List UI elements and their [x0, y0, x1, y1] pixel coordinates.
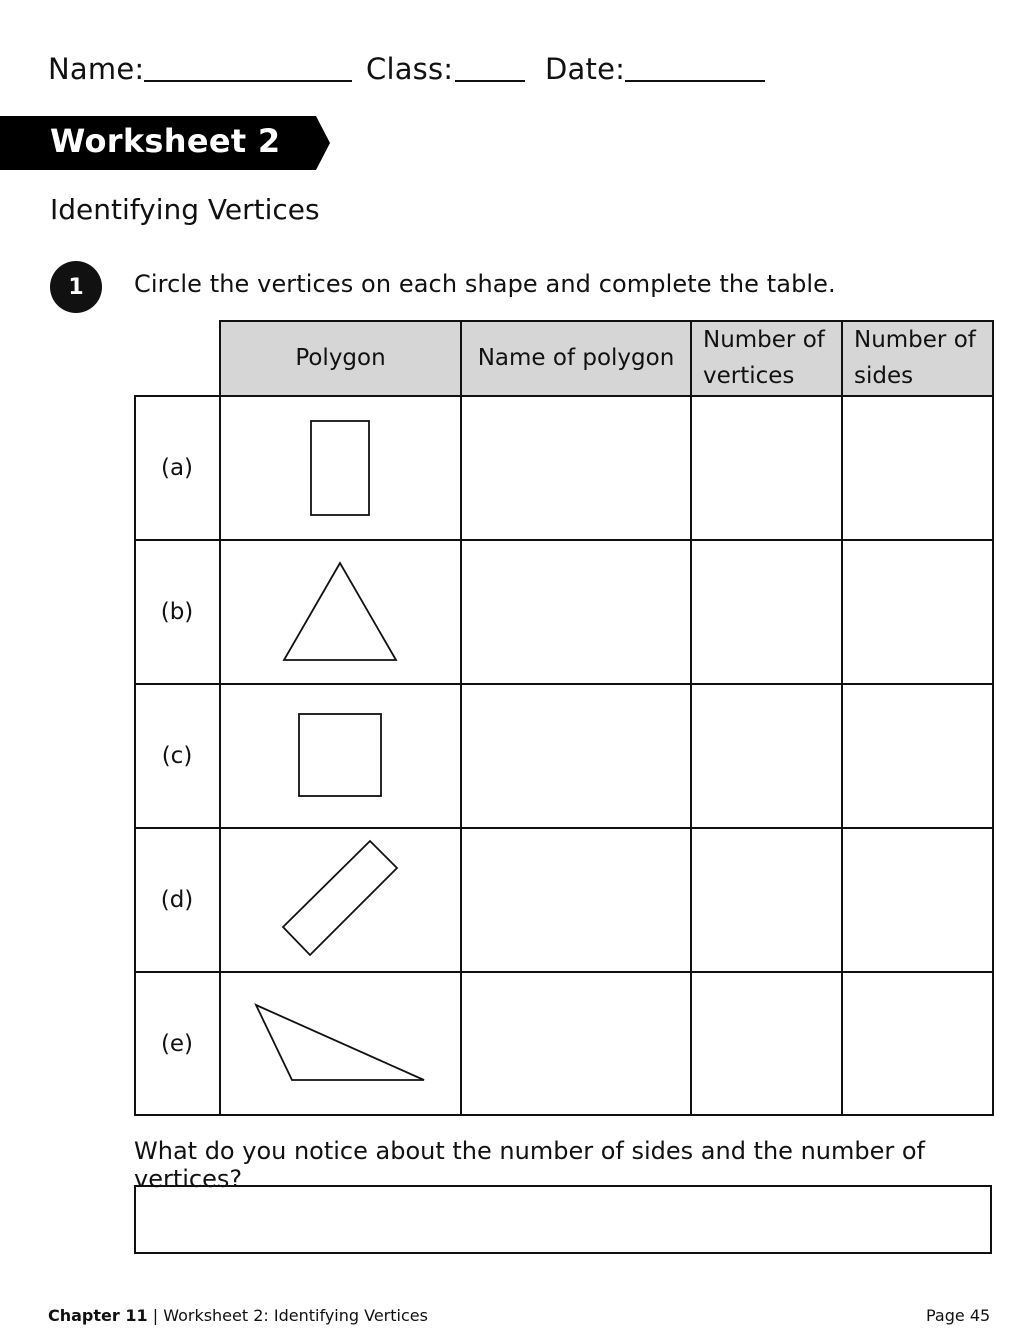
class-field[interactable] [455, 80, 525, 82]
row-label-e: (e) [160, 1031, 194, 1057]
followup-answer-box[interactable] [134, 1185, 992, 1254]
header-vertices-line2: vertices [703, 363, 795, 389]
date-label: Date: [545, 52, 626, 86]
row-label-a: (a) [160, 455, 194, 481]
footer-chapter: Chapter 11 [48, 1306, 148, 1325]
square-shape [299, 714, 381, 796]
header-vertices-line1: Number of [703, 327, 825, 353]
polygon-table [134, 320, 994, 1116]
row-label-c: (c) [161, 743, 193, 769]
followup-question: What do you notice about the number of sides and the number of vertices? [134, 1137, 926, 1193]
page-number: Page 45 [926, 1306, 991, 1325]
date-field[interactable] [625, 80, 765, 82]
triangle-shape [284, 563, 396, 660]
header-name-text: Name of polygon [477, 345, 675, 371]
obtuse-triangle-shape [256, 1005, 424, 1080]
rectangle-shape [311, 421, 369, 515]
table-grid-and-shapes [134, 320, 994, 1116]
name-label: Name: [48, 52, 145, 86]
question-instruction: Circle the vertices on each shape and complete the table. [134, 270, 836, 298]
header-sides-line2: sides [854, 363, 914, 389]
row-label-b: (b) [160, 599, 194, 625]
header-sides-line1: Number of [854, 327, 976, 353]
row-label-d: (d) [160, 887, 194, 913]
question-number-badge: 1 [50, 261, 102, 313]
footer-reference [48, 1306, 428, 1325]
header-polygon-text: Polygon [295, 345, 386, 371]
tilted-rectangle-shape [283, 841, 397, 955]
class-label: Class: [366, 52, 454, 86]
worksheet-banner [0, 116, 330, 170]
footer-separator: | [152, 1306, 159, 1325]
footer-worksheet-ref: Worksheet 2: Identifying Vertices [163, 1306, 428, 1325]
section-subtitle: Identifying Vertices [50, 193, 320, 226]
worksheet-title: Worksheet 2 [50, 122, 281, 160]
name-field[interactable] [144, 80, 352, 82]
